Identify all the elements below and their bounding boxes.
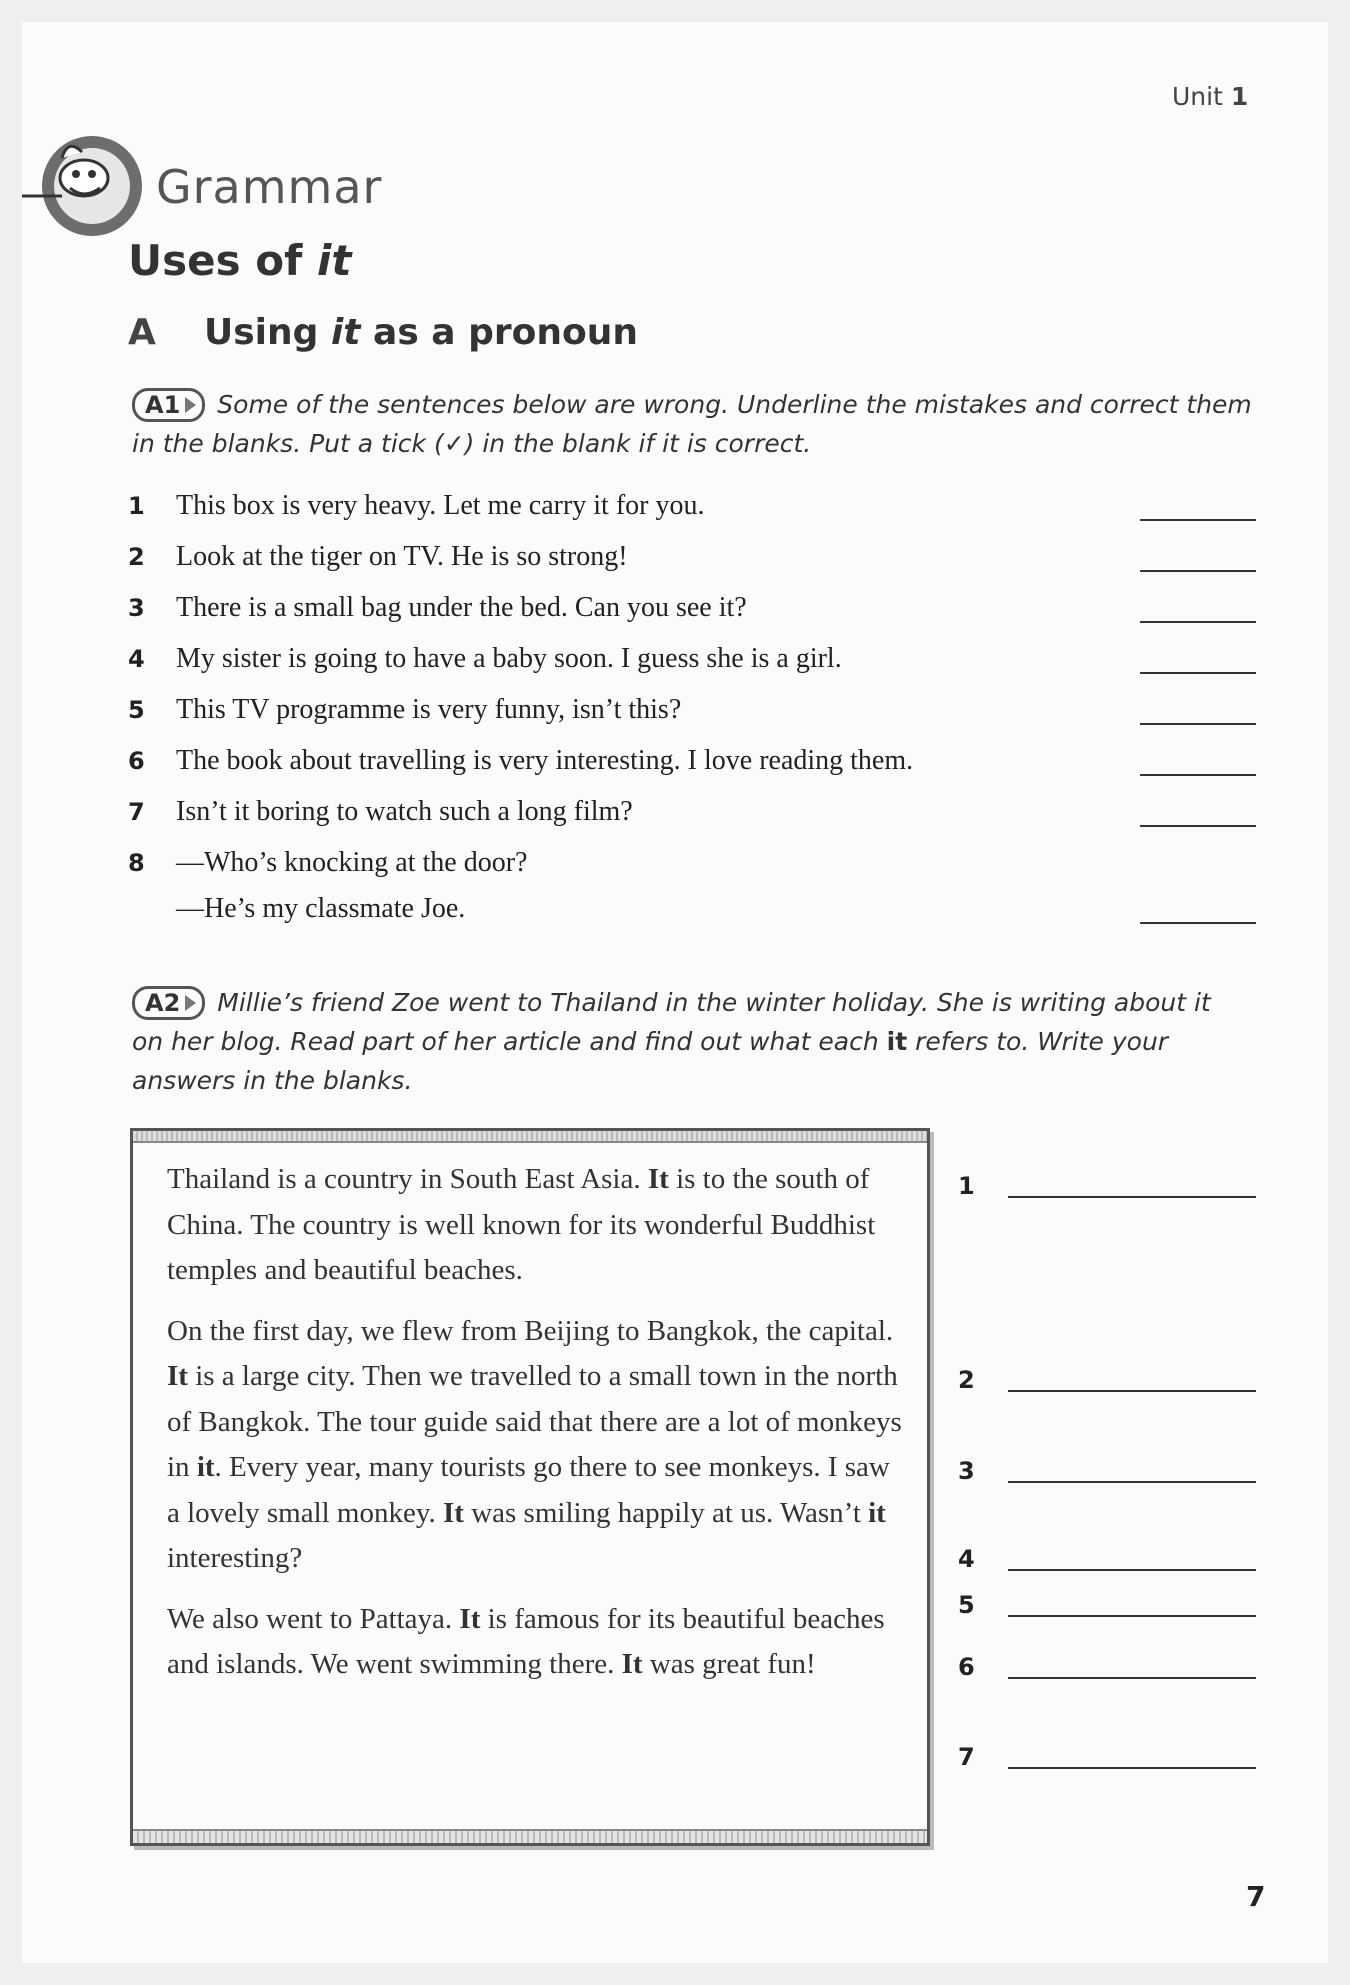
answer-blank[interactable] [1140,922,1256,924]
blog-window-titlebar [133,1131,927,1143]
answer-blank[interactable] [1008,1390,1256,1392]
answer-blank[interactable] [1008,1196,1256,1198]
answer-line: 3 [958,1457,1258,1497]
answer-blank[interactable] [1140,825,1256,827]
answer-blank[interactable] [1140,774,1256,776]
answer-blank[interactable] [1008,1569,1256,1571]
answer-line: 4 [958,1545,1258,1585]
answer-line: 6 [958,1653,1258,1693]
a2-badge: A2 [132,986,205,1020]
answer-line: 5 [958,1591,1258,1631]
answer-blank[interactable] [1008,1481,1256,1483]
a1-badge: A1 [132,388,205,422]
a2-instructions: A2 Millie’s friend Zoe went to Thailand in the winter holiday. She is writing about it on her blog. Read part of her article and find out what each it refers to. Write your answers in the blanks. [132,988,1211,1095]
blog-paragraph: We also went to Pattaya. It is famous for its beautiful beaches and islands. We went swimming there. It was great fun! [167,1602,885,1680]
blog-article-text [167,1157,907,1703]
answer-blank[interactable] [1140,570,1256,572]
unit-label: Unit 1 [1172,82,1249,111]
answer-blank[interactable] [1140,672,1256,674]
answer-blank[interactable] [1008,1677,1256,1679]
a1-instructions: A1 Some of the sentences below are wrong. Underline the mistakes and correct them in the blanks. Put a tick (✓) in the blank if it is correct. [132,390,1252,458]
grammar-mascot-icon [22,128,146,240]
blog-paragraph: Thailand is a country in South East Asia. It is to the south of China. The country is well known for its wonderful Buddhist temples and beautiful beaches. [167,1163,876,1286]
answer-blank[interactable] [1008,1615,1256,1617]
answer-line: 1 [958,1172,1258,1212]
section-a-heading: A Using it as a pronoun [128,312,638,353]
page-title: Uses of it [128,236,352,285]
section-letter: A [128,312,156,353]
page-number: 7 [1246,1880,1266,1913]
blog-window-statusbar [133,1829,927,1843]
answer-blank[interactable] [1140,621,1256,623]
answer-blank[interactable] [1008,1767,1256,1769]
answer-line: 2 [958,1366,1258,1406]
grammar-heading: Grammar [156,160,383,214]
answer-blank[interactable] [1140,723,1256,725]
answer-blank[interactable] [1140,519,1256,521]
answer-line: 7 [958,1743,1258,1783]
blog-paragraph: On the first day, we flew from Beijing to Bangkok, the capital. It is a large city. Then we travelled to a small town in the north of Bangkok. The tour guide said that there are a lot of monkeys in it. Every year, many tourists go there to see monkeys. I saw a lovely small monkey. It was smiling happily at us. Wasn’t it interesting? [167,1314,902,1574]
blog-article-box [130,1128,930,1846]
